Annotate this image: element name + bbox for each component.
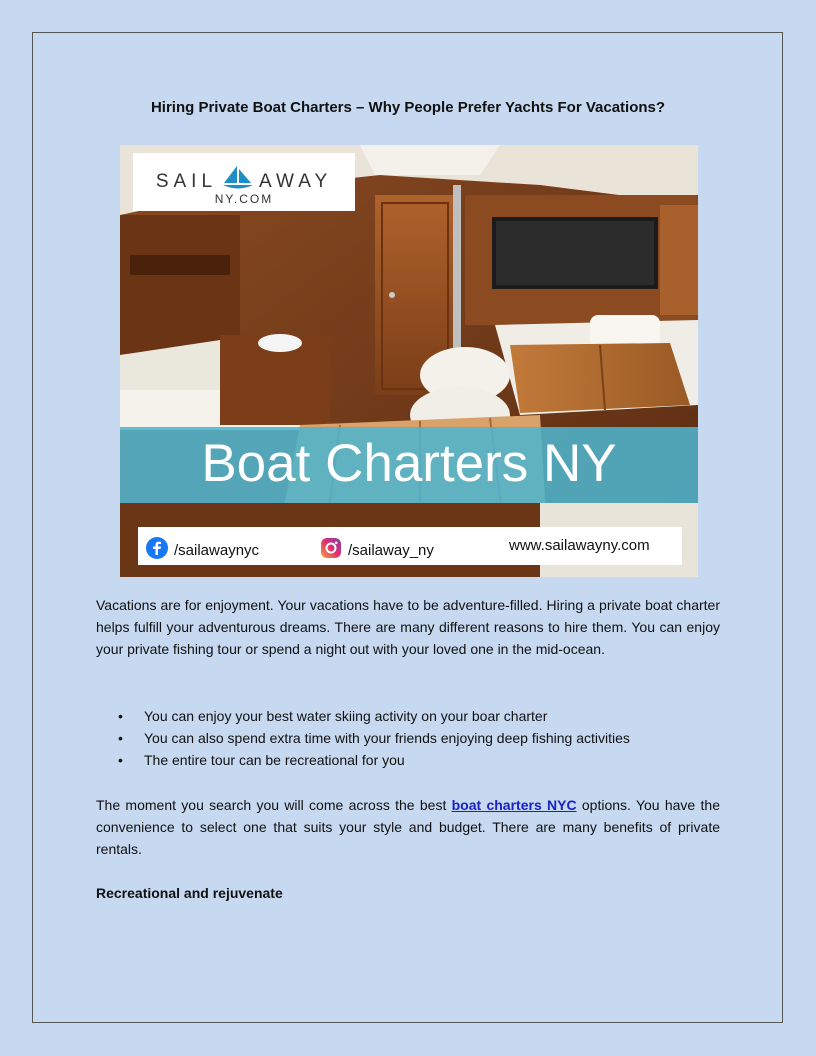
sailaway-logo	[133, 153, 355, 211]
logo-word-away: AWAY	[259, 171, 333, 192]
paragraph2-text-after: options. You have the convenience to select one that suits your style and budget. There are many benefits of private rentals.	[96, 797, 720, 857]
document-title: Hiring Private Boat Charters – Why People Prefer Yachts For Vacations?	[150, 99, 666, 116]
benefits-list	[96, 705, 720, 771]
social-bar	[138, 527, 682, 565]
list-item	[96, 749, 720, 771]
instagram-icon	[320, 537, 342, 559]
facebook-icon	[146, 537, 168, 559]
facebook-handle-text: /sailawaynyc	[174, 542, 260, 559]
banner-text: Boat Charters NY	[201, 434, 617, 493]
paragraph2-text-before: The moment you search you will come across the best	[96, 797, 452, 813]
hero-image	[120, 145, 698, 577]
list-item-text: You can enjoy your best water skiing activity on your boar charter	[144, 708, 548, 724]
list-item-text: The entire tour can be recreational for you	[144, 752, 405, 768]
facebook-handle	[146, 537, 259, 559]
section-subheading: Recreational and rejuvenate	[96, 885, 283, 901]
website-text: www.sailawayny.com	[509, 537, 650, 554]
bullet-glyph: •	[118, 752, 123, 768]
bullet-glyph: •	[118, 708, 123, 724]
sailboat-icon	[221, 165, 255, 191]
bullet-glyph: •	[118, 730, 123, 746]
instagram-handle-text: /sailaway_ny	[348, 542, 434, 559]
banner	[120, 427, 698, 503]
list-item-text: You can also spend extra time with your friends enjoying deep fishing activities	[144, 730, 630, 746]
list-item	[96, 727, 720, 749]
instagram-handle	[320, 537, 434, 559]
logo-word-sail: SAIL	[155, 171, 218, 192]
logo-domain: NY.COM	[214, 192, 274, 206]
intro-paragraph: Vacations are for enjoyment. Your vacations have to be adventure-filled. Hiring a private boat charter helps fulfill your adventurous dreams. There are many different reasons to hire them. You can enjoy your private fishing tour or spend a night out with your loved one in the mid-ocean.	[96, 597, 720, 657]
list-item	[96, 705, 720, 727]
second-paragraph	[96, 794, 720, 860]
boat-charters-nyc-link[interactable]: boat charters NYC	[451, 797, 577, 813]
